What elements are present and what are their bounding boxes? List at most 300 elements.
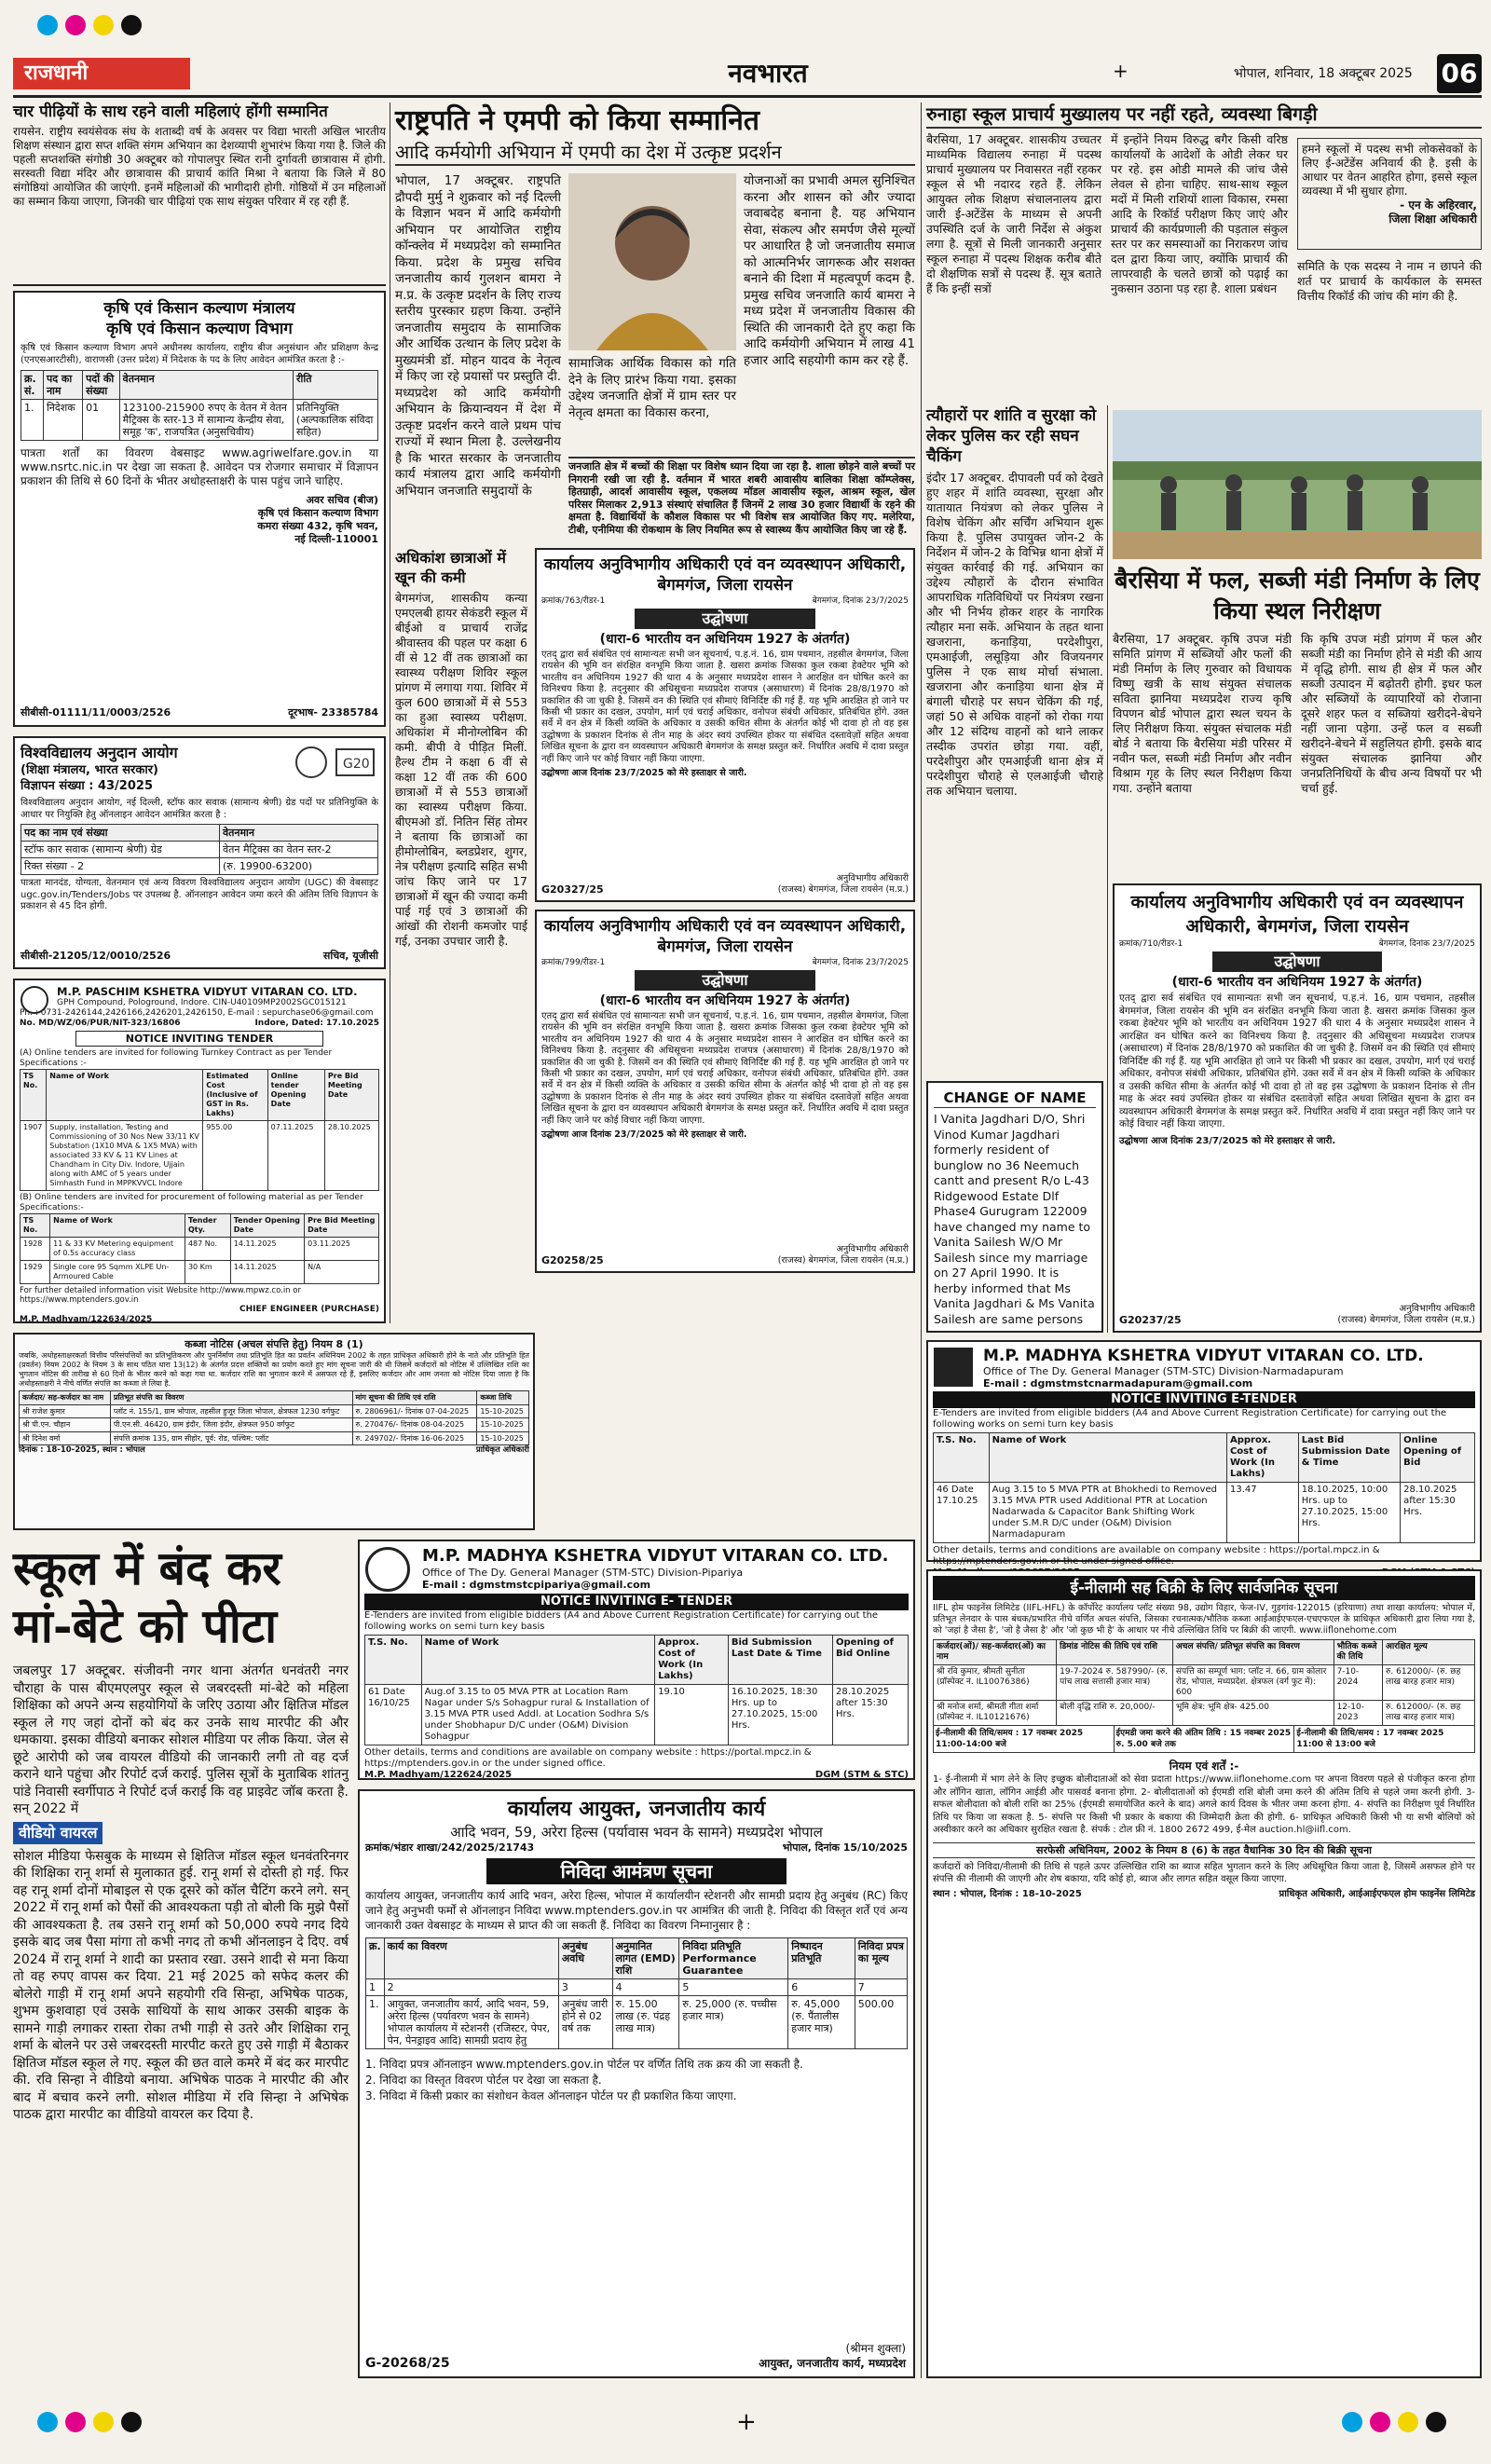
paschim-note-a: (A) Online tenders are invited for following Turnkey Contract as per Tender Specifications :- xyxy=(20,1048,333,1068)
sign xyxy=(778,1244,909,1266)
subhead: आदि कर्मयोगी अभियान में एमपी का देश में उत्कृष्ट प्रदर्शन xyxy=(395,140,915,166)
body: एतद् द्वारा सर्व संबंधित एवं सामान्यतः सभी जन सूचनार्थ, प.ह.नं. 16, ग्राम पचमान, तहसील बेगमगंज, जिला रायसेन की भूमि वन संरक्षित वनभूमि किया जाता है. खसरा क्रमांक जिसका कुल रकबा हेक्टेयर भूमि को भारतीय वन अधिनियम 1927 की धारा 4 के अनुसार मध्यप्रदेश शासन ने आरक्षित वन घोषित करने का विनिश्चय किया है. तद्नुसार की अधिसूचना मध्यप्रदेश राजपत्र (असाधारण) में दिनांक 28/8/1970 को प्रकाशित की जा चुकी है. जिसमें वन की स्थिति एवं सीमाएं विनिर्दिष्ट की गई हैं. यह भूमि आरक्षित हो जाने पर किसी भी प्रकार का दखल, उपयोग, मार्ग एवं चराई अधिकार, वनोपज संबंधी अधिकार, प्रतिबंधित होंगे. उक्त सर्वे में वन क्षेत्र में किसी व्यक्ति के अधिकार व उसकी कथित सीमा के अंतर्गत कोई भी दावा हो तो वह इस उद्घोषणा के प्रकाशन दिनांक से तीन माह के अंदर स्वयं उपस्थित होकर या संबंधित दस्तावेज़ों सहित अथवा लिखित सूचना के द्वारा वन व्यवस्थापन अधिकारी बेगमगंज के समक्ष प्रस्तुत करें. निर्धारित अवधि में दावा प्रस्तुत नहीं किए जाने पर कोई विचार नहीं किया जाएगा. xyxy=(1119,992,1475,1129)
td: 28.10.2025 after 15:30 Hrs. xyxy=(1401,1483,1475,1543)
td: श्री दिनेश वर्मा xyxy=(20,1431,111,1445)
paschim-madh: M.P. Madhyam/122634/2025 xyxy=(20,1315,153,1324)
health-story xyxy=(395,548,527,1331)
th: कर्जदार/ सह-कर्जदार का नाम xyxy=(20,1391,111,1405)
td: 28.10.2025 after 15:30 Hrs. xyxy=(833,1685,909,1745)
th: क्र. सं. xyxy=(21,371,44,400)
foot: कर्जदारों को निविदा/नीलामी की तिथि से पहले ऊपर उल्लिखित राशि का ब्याज सहित भुगतान करने के लिए अधिसूचित किया जाता है, जिसमें असफल होने पर संपत्ति की नीलामी की जाएगी और शेष बकाया, यदि कोई हो, ब्याज और लागत सहित वसूल किया जाएगा. xyxy=(933,1861,1475,1884)
headline-1: स्कूल में बंद कर xyxy=(13,1540,281,1595)
th: मांग सूचना की तिथि एवं राशि xyxy=(352,1391,477,1405)
ref-no: क्रमांक/710/रीडर-1 xyxy=(1119,939,1183,949)
reg-mark xyxy=(121,15,142,35)
ugc-ad xyxy=(13,736,386,969)
td: Single core 95 Sqmm XLPE Un-Armoured Cable xyxy=(50,1261,185,1284)
td: 28.10.2025 xyxy=(324,1121,378,1191)
body: बेगमगंज, शासकीय कन्या एमएलबी हायर सेकंडरी स्कूल में बीईओ व प्राचार्य राजेंद्र श्रीवास्तव की पहल पर कक्षा 6 वीं से 12 वीं तक छात्राओं का स्वास्थ्य परीक्षण शिविर स्कूल प्रांगण में लगाया गया. शिविर में कुल 600 छात्राओं में से 553 का हुआ स्वास्थ्य परीक्षण. अधिकांश में मीनोग्लोबिन की कमी. बीपी वे पीड़ित मिलीं. हैल्थ टीम ने कक्षा 6 वीं से कक्षा 12 वीं तक की 600 छात्राओं में से 553 छात्राओं का स्वास्थ्य परीक्षण किया. बीएमओ डॉ. नितिन सिंह तोमर ने बताया कि छात्राओं का हीमोग्लोबिन, ब्लडप्रेशर, शुगर, नेत्र परीक्षण इत्यादि सहित सभी जांच किए जाने पर 17 छात्राओं में खून की ज्यादा कमी पाई गई एवं 3 छात्राओं की आंखों की रोशनी कमजोर पाई गई, उनका उपचार जारी है. xyxy=(395,591,527,948)
paschim-table-a xyxy=(20,1069,379,1191)
email: E-mail : dgmstmstcnarmadapuram@gmail.com xyxy=(983,1377,1253,1389)
masthead-rule xyxy=(13,95,1482,98)
td: 12-10-2023 xyxy=(1334,1701,1382,1726)
ugc-logo xyxy=(294,744,378,781)
president-photo xyxy=(568,173,736,350)
office-1: कार्यालय आयुक्त, जनजातीय कार्य xyxy=(507,1798,766,1821)
paschim-ph: Ph. : 0731-2426144,2426166,2426201,2426150, E-mail : sepurchase06@gmail.com xyxy=(20,1008,374,1018)
td: रु. 45,000 (रु. पैंतालीस हजार मात्र) xyxy=(788,1996,855,2049)
td: 19-7-2024 रु. 587990/- (रु. पांच लाख सत्तासी हजार मात्र) xyxy=(1057,1665,1173,1701)
code: G20327/25 xyxy=(541,883,604,896)
ugc-title: विश्वविद्यालय अनुदान आयोग xyxy=(21,744,178,761)
bairasia-story xyxy=(1113,565,1482,877)
tender-table xyxy=(933,1432,1475,1543)
paschim-note-b: (B) Online tenders are invited for procurement of following material as per Tender Specifications:- xyxy=(20,1193,363,1212)
ugc-sign: सचिव, यूजीसी xyxy=(322,950,378,962)
td: 6 xyxy=(788,1979,855,1996)
td: 1. xyxy=(21,400,44,441)
sign-line: नई दिल्ली-110001 xyxy=(294,533,378,545)
td: निदेशक xyxy=(43,400,82,441)
th: Last Bid Submission Date & Time xyxy=(1298,1433,1400,1483)
ref xyxy=(1119,938,1475,950)
td: रु. 249702/- दिनांक 16-06-2025 xyxy=(352,1431,477,1445)
reg-mark xyxy=(65,2412,86,2432)
sign-line: कृषि एवं किसान कल्याण विभाग xyxy=(257,507,378,519)
ref xyxy=(541,595,909,607)
notes xyxy=(365,2057,908,2104)
note: 3. निविदा में किसी प्रकार का संशोधन केवल ऑनलाइन पोर्टल पर ही प्रकाशित किया जाएगा. xyxy=(365,2089,737,2102)
td: 1. xyxy=(366,1996,385,2049)
ugc-sub: (शिक्षा मंत्रालय, भारत सरकार) xyxy=(21,763,158,777)
paschim-table-b xyxy=(20,1213,379,1284)
quote-box xyxy=(568,457,915,541)
ref xyxy=(365,1841,908,1855)
note: 1. निविदा प्रपत्र ऑनलाइन www.mptenders.gov.in पोर्टल पर वर्णित तिथि तक क्रय की जा सकती है. xyxy=(365,2058,803,2071)
td: 3 xyxy=(558,1979,612,1996)
paper-title: नवभारत xyxy=(728,58,808,89)
th: प्रतिभूत संपत्ति का विवरण xyxy=(110,1391,352,1405)
td: 955.00 xyxy=(203,1121,267,1191)
page-number: 06 xyxy=(1437,54,1482,93)
body: जबकि, अधोहस्ताक्षरकर्ता वित्तीय परिसंपत्तियों का प्रतिभूतिकरण और पुनर्निर्माण तथा प्रतिभूति हित का प्रवर्तन अधिनियम 2002 के तहत प्राधिकृत अधिकारी होने के नाते और प्रतिभूति हित (प्रवर्तन) नियम 2002 के नियम 3 के साथ पठित धारा 13(12) के अंतर्गत प्रदत्त शक्तियों का प्रयोग करते हुए मांग सूचना जारी की थी जिसमें कर्जदारों को नोटिस में उल्लिखित राशि का भुगतान नोटिस की तारीख से 60 दिनों के भीतर करने को कहा गया था. कर्जदार राशि का भुगतान करने में असफल रहे हैं, इसलिए कर्जदार और आम जनता को नोटिस दिया जाता है कि अधोहस्ताक्षरी ने नीचे वर्णित संपत्ति का कब्जा ले लिया है. xyxy=(19,1351,529,1388)
reg-mark xyxy=(37,15,58,35)
td: 46 Date 17.10.25 xyxy=(934,1483,990,1543)
title: उद्घोषणा xyxy=(1212,951,1382,972)
body: जबलपुर 17 अक्टूबर. संजीवनी नगर थाना अंतर्गत धनवंतरी नगर चौराहा के पास बीएमएलपुर स्कूल से जबरदस्ती मां-बेटे को महिला शिक्षिका को अपने अन्य सहयोगियों के जरिए उठाया और क्षितिज मॉडल स्कूल ले गए जहां दोनों को बंद कर उनके साथ मारपीट की और धमकाया. इसका वीडियो बनाकर सोशल मीडिया पर लीक किया. जेल से छूटे आरोपी को जब वायरल वीडियो की जानकारी लगी तो वह दर्ज कराने थाने पहुंचा और रिपोर्ट दर्ज कराई. पुलिस सूत्रों के मुताबिक शांतनु पांडे निवासी स्वर्गीपाठ ने रिपोर्ट दर्ज कराई कि वह प्राइवेट जॉब करता है. सन् 2022 में xyxy=(13,1663,349,1816)
th: T.S. No. xyxy=(934,1433,990,1483)
office: Office of The Dy. General Manager (STM-STC) Division-Narmadapuram xyxy=(983,1365,1344,1377)
quote-box xyxy=(1297,138,1482,250)
th: रीति xyxy=(294,371,378,400)
td: रु. 15.00 लाख (रु. पंद्रह लाख मात्र) xyxy=(612,1996,679,2049)
title: उद्घोषणा xyxy=(635,609,815,629)
title: NOTICE INVITING E- TENDER xyxy=(364,1594,909,1610)
tribal-tender-ad xyxy=(358,1789,915,2378)
auction-date: ई-नीलामी की तिथि/समय : 17 नवम्बर 2025 11:00-14:00 बजे xyxy=(934,1726,1115,1752)
th: TS No. xyxy=(21,1070,47,1121)
paschim-addr: GPH Compound, Pologround, Indore. CIN-U40109MP2002SGC015121 xyxy=(57,998,347,1007)
sign: DGM (STM & STC) xyxy=(814,1770,909,1780)
body: IIFL होम फाइनेंस लिमिटेड (IIFL-HFL) के कॉर्पोरेट कार्यालय प्लॉट संख्या 98, उद्योग विहार, फेज-IV, गुड़गांव-122015 (हरियाणा) तथा शाखा कार्यालय: भोपाल में, प्रतिभूत लेनदार के पास बंधक/प्रभारित नीचे वर्णित अचल संपत्ति, जिसका रचनात्मक/भौतिक कब्जा आईआईएफएल-एचएफएल के प्राधिकृत अधिकारी द्वारा लिया गया है, को 'जहां है जैसा है', 'जो है जैसा है' और 'जो कुछ भी है' के आधार पर नीचे उल्लिखित तिथि पर बिक्री की जाएगी. www.iiflonehome.com xyxy=(933,1603,1475,1636)
column-rule xyxy=(1107,405,1108,1333)
auction-dates xyxy=(933,1726,1475,1753)
mpm-pipariya-ad xyxy=(358,1540,915,1780)
th: Pre Bid Meeting Date xyxy=(324,1070,378,1121)
code: G20258/25 xyxy=(541,1254,604,1266)
td: 18.10.2025, 10:00 Hrs. up to 27.10.2025, 15:00 Hrs. xyxy=(1298,1483,1400,1543)
emblem-icon xyxy=(294,744,378,781)
name: M.P. MADHYA KSHETRA VIDYUT VITARAN CO. LTD. xyxy=(983,1347,1424,1365)
sign-line: आयुक्त, जनजातीय कार्य, मध्यप्रदेश xyxy=(759,2357,906,2370)
td: 1929 xyxy=(21,1261,50,1284)
reg-mark xyxy=(1370,2412,1390,2432)
school-story xyxy=(13,1540,349,2378)
td: रु. 612000/- (रु. छह लाख बारह हजार मात्र) xyxy=(1383,1665,1475,1701)
th: Name of Work xyxy=(421,1636,655,1685)
td: 500.00 xyxy=(855,1996,907,2049)
footer: उद्घोषणा आज दिनांक 23/7/2025 को मेरे हस्ताक्षर से जारी. xyxy=(541,768,747,779)
president-story xyxy=(395,103,915,541)
th: Name of Work xyxy=(989,1433,1226,1483)
th: अचल संपत्ति/ प्रतिभूत संपत्ति का विवरण xyxy=(1172,1640,1334,1665)
body: रायसेन. राष्ट्रीय स्वयंसेवक संघ के शताब्दी वर्ष के अवसर पर विद्या भारती अखिल भारतीय शिक्षण संस्थान द्वारा सप्त शक्ति संगम अभियान का देशव्यापी शुभारंभ किया गया है. जिले की पहली सप्तशक्ति संगोष्ठी 30 अक्टूबर को गोपालपुर स्थित रानी दुर्गावती छात्रावास में होगी. सरस्वती विद्या मंदिर और छात्रावास की प्राचार्य कांति मिश्रा ने बताया कि जिले में 80 संगोष्ठियां आयोजित की जाएंगी. इनमें महिलाओं की भागीदारी होगी. गोष्ठियों में उन महिलाओं का सम्मान किया जाएगा, जिनकी चार पीढ़ियां एक साथ संयुक्त परिवार में रह रही हैं. xyxy=(13,125,386,208)
td: 16.10.2025, 18:30 Hrs. up to 27.10.2025, 15:00 Hrs. xyxy=(728,1685,832,1745)
td: 61 Date 16/10/25 xyxy=(365,1685,422,1745)
office: कार्यालय अनुविभागीय अधिकारी एवं वन व्यवस्थापन अधिकारी, बेगमगंज, जिला रायसेन xyxy=(543,917,907,956)
officer-quote: हमने स्कूलों में पदस्थ सभी लोकसेवकों के लिए ई-अटेंडेंस अनिवार्य की है. इसी के आधार पर वेतन आहरित होगा, इससे स्कूल व्यवस्था में भी सुधार होगा. xyxy=(1302,143,1477,198)
dateline: भोपाल, शनिवार, 18 अक्टूबर 2025 xyxy=(1234,66,1413,81)
th: पद का नाम xyxy=(43,371,82,400)
title: निविदा आमंत्रण सूचना xyxy=(486,1858,787,1884)
mpm-narmadapuram-ad xyxy=(926,1340,1482,1567)
ref-no: क्रमांक/763/रीडर-1 xyxy=(541,596,606,606)
subtitle: (धारा-6 भारतीय वन अधिनियम 1927 के अंतर्गत) xyxy=(599,993,851,1008)
place: स्थान : भोपाल, दिनांक : 18-10-2025 xyxy=(933,1888,1082,1899)
sign-line: (राजस्व) बेगमगंज, जिला रायसेन (म.प्र.) xyxy=(1337,1315,1475,1325)
sign-line: अवर सचिव (बीज) xyxy=(306,494,378,506)
sign-line: (श्रीमन शुक्ला) xyxy=(845,2342,906,2355)
footer: उद्घोषणा आज दिनांक 23/7/2025 को मेरे हस्ताक्षर से जारी. xyxy=(1119,1135,1336,1146)
th: Estimated Cost (Inclusive of GST in Rs. Lakhs) xyxy=(203,1070,267,1121)
td: प्रतिनियुक्ति (अल्पकालिक संविदा सहित) xyxy=(294,400,378,441)
office: कार्यालय अनुविभागीय अधिकारी एवं वन व्यवस्थापन अधिकारी, बेगमगंज, जिला रायसेन xyxy=(1130,892,1464,937)
agri-sign xyxy=(21,494,378,546)
viral-label: वीडियो वायरल xyxy=(13,1822,103,1844)
paschim-web: For further detailed information visit Website http://www.mpwz.co.in or https://www.mptenders.gov.in xyxy=(20,1286,301,1305)
ruhaha-col2: में इन्होंने नियम विरुद्ध बगैर किसी वरिष्ठ कार्यालयों के आदेशों के ओडी लेकर घर पर रहे. इस ओडी मामले की जांच जैसे लेवल से होना चाहिए. साथ-साथ स्कूल मदों में मिली राशियों शाला विकास, रमसा आदि के रिकॉर्ड परीक्षण किए जाएं और प्राचार्य की कार्यप्रणाली की पड़ताल संकुल स्तर पर कर समस्याओं का निराकरण जांच दल द्वारा किया जाए, क्योंकि प्राचार्य की लापरवाही के चलते छात्रों को पढ़ाई का नुकसान उठाना पड़ रहा है. शाला प्रबंधन xyxy=(1111,132,1288,295)
svg-text:G20: G20 xyxy=(343,757,370,772)
bairasia-photo xyxy=(1113,410,1482,559)
td: 7 xyxy=(855,1979,907,1996)
name-change-ad xyxy=(926,1081,1103,1333)
ugc-body: विश्वविद्यालय अनुदान आयोग, नई दिल्ली, स्टॉफ कार सवाक (सामान्य श्रेणी) ग्रेड पदों पर प्रतिनियुक्ति के आधार पर नियुक्ति हेतु ऑनलाइन आवेदन आमंत्रित करता है : xyxy=(21,798,378,820)
ruhaha-col3-more: समिति के एक सदस्य ने नाम न छापने की शर्त पर प्राचार्य के कार्यकाल के समस्त वित्तीय रिकॉर्ड की जांच की मांग की है. xyxy=(1297,259,1482,303)
note: 2. निविदा का विस्तृत विवरण पोर्टल पर देखा जा सकता है. xyxy=(365,2074,602,2087)
th: पदों की संख्या xyxy=(83,371,120,400)
ruhaha-story xyxy=(926,103,1482,401)
sign-line: कमरा संख्या 432, कृषि भवन, xyxy=(257,520,378,532)
agri-code: सीबीसी-01111/11/0003/2526 xyxy=(21,706,171,719)
emd-date: ईएमडी जमा करने की अंतिम तिथि : 15 नवम्बर 2025 रु. 5.00 बजे तक xyxy=(1115,1726,1295,1752)
ugc-code: सीबीसी-21205/12/0010/2526 xyxy=(21,950,171,962)
td: Aug.of 3.15 to 05 MVA PTR at Location Ram Nagar under S/s Sohagpur rural & Installation of 3.15 MVA PTR used Addl. at Location Sodhra S/s under Shobhapur D/C under (O&M) Division Sohagpur xyxy=(421,1685,655,1745)
ref-date: भोपाल, दिनांक 15/10/2025 xyxy=(782,1841,908,1854)
agri-title-1: कृषि एवं किसान कल्याण मंत्रालय xyxy=(103,299,295,318)
name: M.P. MADHYA KSHETRA VIDYUT VITARAN CO. LTD. xyxy=(422,1546,889,1566)
td: प्लॉट नं. 155/1, ग्राम भोपाल, तहसील हुजूर जिला भोपाल, क्षेत्रफल 1230 वर्गफुट xyxy=(110,1404,352,1418)
footer: Other details, terms and conditions are available on company website : https://portal.mpcz.in & https://mptenders.gov.in or the under signed office. xyxy=(933,1545,1380,1567)
agri-table xyxy=(21,370,378,441)
company-logo xyxy=(934,1348,973,1387)
agri-phone: दूरभाष- 23385784 xyxy=(288,706,378,719)
ref xyxy=(541,957,909,968)
sign: प्राधिकृत अधिकारी xyxy=(475,1445,529,1455)
president-col2: सामाजिक आर्थिक विकास को गति देने के लिए प्रारंभ किया गया. इसका उद्देश्य जनजाति क्षेत्रों में ग्राम स्तर पर नेतृत्व क्षमता का विकास करना, xyxy=(568,356,736,420)
sign-line: अनुविभागीय अधिकारी xyxy=(1399,1304,1475,1314)
td: पी.एन.सी. 46420, ग्राम इंदौर, जिला इंदौर, क्षेत्रफल 950 वर्गफुट xyxy=(110,1418,352,1432)
th: Online tender Opening Date xyxy=(267,1070,324,1121)
sign: प्राधिकृत अधिकारी, आईआईएफएल होम फाइनेंस लिमिटेड xyxy=(1279,1888,1475,1899)
title: NOTICE INVITING E-TENDER xyxy=(933,1391,1475,1408)
td: 4 xyxy=(612,1979,679,1996)
paschim-ref xyxy=(20,1019,379,1029)
ref-no: No. MD/WZ/06/PUR/NIT-323/16806 xyxy=(20,1019,181,1028)
td: 1 xyxy=(366,1979,385,1996)
company-logo xyxy=(21,986,48,1014)
td: (रु. 19900-63200) xyxy=(219,858,377,875)
intro: E-Tenders are invited from eligible bidders (A4 and Above Current Registration Certificate) for carrying out the following works on semi turn key basis xyxy=(364,1610,879,1632)
foot-title: सरफेसी अधिनियम, 2002 के नियम 8 (6) के तहत वैधानिक 30 दिन की बिक्री सूचना xyxy=(933,1842,1475,1858)
td: N/A xyxy=(305,1261,379,1284)
bairasia-col2: कि कृषि उपज मंडी प्रांगण में फल और सब्जी मंडी का निर्माण होने से मंडी की आय में वृद्धि होगी. साथ ही क्षेत्र में फल और सब्जी उत्पादन में बढ़ोतरी होगी. इधर फल और सब्जियों के व्यापारियों को रोजाना दूसरे शहर फल व सब्जियां खरीदने-बेचने नहीं जाना पड़ेगा. उन्हें फल व सब्जी खरीदने-बेचने में सहुलियत होगी. इसके बाद संयुक्त संचालक झानिया और जनप्रतिनिधियों के बीच अन्य विषयों पर भी चर्चा हुई. xyxy=(1301,632,1482,795)
th: अनुबंध अवधि xyxy=(558,1938,612,1979)
place-date: दिनांक : 18-10-2025, स्थान : भोपाल xyxy=(19,1445,145,1455)
crosshair: + xyxy=(1113,60,1129,82)
sign-row xyxy=(933,1888,1475,1900)
forest-notice-1 xyxy=(535,548,915,902)
td: Aug 3.15 to 5 MVA PTR at Bhokhedi to Removed 3.15 MVA PTR used Additional PTR at Location Nadarwada & Capacitor Bank Shifting Work under S.M.R D/C under (O&M) Division Narmadapuram xyxy=(989,1483,1226,1543)
td: रु. 25,000 (रु. पच्चीस हजार मात्र) xyxy=(679,1996,788,2049)
td: रिक्त संख्या - 2 xyxy=(21,858,220,875)
quote-sign2: जिला शिक्षा अधिकारी xyxy=(1388,212,1477,226)
th: Name of Work xyxy=(47,1070,203,1121)
th: वेतनमान xyxy=(219,825,377,842)
registration-strip xyxy=(0,2386,1491,2464)
th: पद का नाम एवं संख्या xyxy=(21,825,220,842)
rule xyxy=(13,284,386,286)
headline: त्यौहारों पर शांति व सुरक्षा को लेकर पुलिस कर रही सघन चैकिंग xyxy=(926,406,1097,466)
th: निष्पादन प्रतिभूति xyxy=(788,1938,855,1979)
ref-date: बेगमगंज, दिनांक 23/7/2025 xyxy=(812,596,909,606)
th: Approx. Cost of Work (In Lakhs) xyxy=(655,1636,729,1685)
td: संपत्ति क्रमांक 135, ग्राम सीहोर, पूर्व: रोड, पश्चिम: प्लॉट xyxy=(110,1431,352,1445)
th: भौतिक कब्जे की तिथि xyxy=(1334,1640,1382,1665)
forest-notice-3 xyxy=(1113,883,1482,1333)
crosshair: + xyxy=(736,2408,757,2436)
viral-block xyxy=(13,1822,349,1844)
td: Supply, installation, Testing and Commissioning of 30 Nos New 33/11 KV Substation (1X10 MVA & 1X5 MVA) with associated 33 KV & 11 KV Lines at Chandham in City Div. Indore, Ujjain along with AMC of 5 years under Simhasth Fund in MPPKVVCL Indore xyxy=(47,1121,203,1191)
title: कब्जा नोटिस (अचल संपत्ति हेतु) नियम 8 (1) xyxy=(185,1338,363,1350)
reg-mark xyxy=(121,2412,142,2432)
auction-date-2: ई-नीलामी की तिथि/समय : 17 नवम्बर 2025 11:00 से 13:00 बजे xyxy=(1296,1729,1444,1749)
festival-story xyxy=(926,405,1103,1076)
headline: राष्ट्रपति ने एमपी को किया सम्मानित xyxy=(395,104,759,137)
company-logo xyxy=(365,1547,410,1592)
tribal-table xyxy=(365,1937,908,2049)
headline-2: मां-बेटे को पीटा xyxy=(13,1598,278,1653)
top-registration xyxy=(0,0,1491,48)
body: I Vanita Jagdhari D/O, Shri Vinod Kumar Jagdhari formerly resident of bunglow no 36 Neemuch cantt and present R/o L-43 Ridgewood Estate Dlf Phase4 Gurugram 122009 have changed my name to Vanita Sailesh W/O Mr Sailesh since my marriage on 27 April 1990. It is herby informed that Ms Vanita Jagdhari & Ms Vanita Sailesh are same persons xyxy=(934,1112,1095,1326)
td: वेतन मैट्रिक्स का वेतन स्तर-2 xyxy=(219,842,377,858)
possession-table xyxy=(19,1390,529,1445)
td: 11 & 33 KV Metering equipment of 0.5s accuracy class xyxy=(50,1238,185,1261)
td: 2 xyxy=(384,1979,558,1996)
sign-line: अनुविभागीय अधिकारी xyxy=(836,873,909,883)
agri-footer: पात्रता शर्तों का विवरण वेबसाइट www.agriwelfare.gov.in या www.nsrtc.nic.in पर देखा जा सकता है. आवेदन पत्र रोजगार समाचार में विज्ञापन प्रकाशन की तिथि से 60 दिनों के भीतर अधोहस्ताक्षरी के पास पहुंच जाने चाहिए. xyxy=(21,446,378,487)
headline: चार पीढ़ियों के साथ रहने वाली महिलाएं होंगी सम्मानित xyxy=(13,103,328,121)
sign-line: अनुविभागीय अधिकारी xyxy=(836,1244,909,1254)
td: श्री रवि कुमार, श्रीमती सुनीता (प्रॉस्पेक्ट नं. IL10076386) xyxy=(934,1665,1057,1701)
footer: उद्घोषणा आज दिनांक 23/7/2025 को मेरे हस्ताक्षर से जारी. xyxy=(541,1129,747,1141)
td: आयुक्त, जनजातीय कार्य, आदि भवन, 59, अरेरा हिल्स (पर्यावरण भवन के सामने) भोपाल कार्यालय में स्टेशनरी (रजिस्टर, पेपर, पेन, पेनड्राइव आदि) सामग्री प्रदाय हेतु xyxy=(384,1996,558,2049)
ruhaha-col1: बैरसिया, 17 अक्टूबर. शासकीय उच्चतर माध्यमिक विद्यालय रुनाहा में पदस्थ प्राचार्य मुख्यालय पर निवासरत नहीं रहकर स्कूल से भी नदारद रहते हैं. लेकिन आयुक्त लोक शिक्षण संचालनालय द्वारा जारी ई-अटेंडेंस के माध्यम से अपनी उपस्थिति दर्ज के जारी निर्देश से अंकुश लगा है. सूत्रों से मिली जानकारी अनुसार स्कूल रुनाहा में पदस्थ शिक्षक करीब बीते दो शैक्षणिक सत्रों से पदस्थ हैं. सूत्र बताते हैं कि इन्हीं सत्रों xyxy=(926,132,1101,295)
td: श्री पी.एन. चौहान xyxy=(20,1418,111,1432)
td: 123100-215900 रुपए के वेतन में वेतन मैट्रिक्स के स्तर-13 में सामान्य केन्द्रीय सेवा, समूह 'क', राजपत्रित (अनुसचिवीय) xyxy=(119,400,293,441)
headline: अधिकांश छात्राओं में खून की कमी xyxy=(395,549,506,586)
th: T.S. No. xyxy=(365,1636,422,1685)
code: G20237/25 xyxy=(1119,1314,1182,1326)
td: 487 No. xyxy=(185,1238,230,1261)
president-col1: भोपाल, 17 अक्टूबर. राष्ट्रपति द्रौपदी मुर्मु ने शुक्रवार को नई दिल्ली के विज्ञान भवन में आदि कर्मयोगी अभियान पर आयोजित राष्ट्रीय कॉन्क्लेव में मध्यप्रदेश को सम्मानित किया. प्रदेश के प्रमुख सचिव जनजातीय कार्य गुलशन बामरा ने म.प्र. के उत्कृष्ट प्रदर्शन के लिए राज्य स्तरीय पुरस्कार ग्रहण किया. उन्होंने जनजातीय समुदाय के सामाजिक और आर्थिक उत्थान के लिए प्रदेश के मुख्यमंत्री डॉ. मोहन यादव के नेतृत्व में किए जा रहे प्रयासों पर प्रस्तुति दी. मध्यप्रदेश को आदि कर्मयोगी अभियान के क्रियान्वयन में देश में उत्कृष्ट प्रदर्शन करने वाले प्रथम पांच राज्यों में स्थान मिला है. उल्लेखनीय है कि भारत सरकार के जनजातीय कार्य मंत्रालय द्वारा आदि कर्मयोगी अभियान जनजाति समुदायों के xyxy=(395,173,561,499)
th: कर्जदार(ओं)/ सह-कर्जदार(ओं) का नाम xyxy=(934,1640,1057,1665)
th: Name of Work xyxy=(50,1214,185,1238)
sign xyxy=(778,873,909,896)
title: ई-नीलामी सह बिक्री के लिए सार्वजनिक सूचना xyxy=(933,1576,1475,1600)
possession-notice xyxy=(13,1333,535,1530)
ref-no: क्रमांक/भंडार शाखा/242/2025/21743 xyxy=(365,1841,535,1854)
body: इंदौर 17 अक्टूबर. दीपावली पर्व को देखते हुए शहर में शांति व्यवस्था, सुरक्षा और यातायात नियंत्रण को लेकर पुलिस ने विशेष चेकिंग और सर्चिंग अभियान शुरू किया है. पुलिस उपायुक्त जोन-2 के निर्देशन में जोन-2 के विभिन्न थाना क्षेत्रों में संयुक्त कार्रवाई की गई. अभियान का उद्देश्य त्यौहारों के दौरान संभावित आपराधिक गतिविधियों पर नियंत्रण रखना और भी निर्भय होकर शहर के नागरिक त्यौहार मना सकें. अभियान के तहत थाना खजराना, कनाड़िया, परदेशीपुरा, एमआईजी, लसूड़िया और विजयनगर पुलिस ने एक साथ मोर्चा संभाला. खजराना और कनाड़िया थाना क्षेत्र में बंगाली चौराहे पर सघन चेकिंग की गई, जहां 50 से अधिक वाहनों को रोका गया और 12 संदिग्ध वाहनों को थाने लाकर तस्दीक उपरांत छोड़ा गया. वहीं, परदेशीपुरा और एमआईजी थाना क्षेत्र में परदेशीपुरा चौराहे से एलआईजी चौराहे तक अभियान चलाया. xyxy=(926,471,1103,798)
title: उद्घोषणा xyxy=(635,970,815,991)
td: 13.47 xyxy=(1226,1483,1298,1543)
sign-row xyxy=(364,1770,909,1781)
th: निविदा प्रपत्र का मूल्य xyxy=(855,1938,907,1979)
td: 14.11.2025 xyxy=(230,1261,304,1284)
td: 01 xyxy=(83,400,120,441)
td: अनुबंध जारी होने से 02 वर्ष तक xyxy=(558,1996,612,2049)
th: Opening of Bid Online xyxy=(833,1636,909,1685)
body: एतद् द्वारा सर्व संबंधित एवं सामान्यतः सभी जन सूचनार्थ, प.ह.नं. 16, ग्राम पचमान, तहसील बेगमगंज, जिला रायसेन की भूमि वन संरक्षित वनभूमि किया जाता है. खसरा क्रमांक जिसका कुल रकबा हेक्टेयर भूमि को भारतीय वन अधिनियम 1927 की धारा 4 के अनुसार मध्यप्रदेश शासन ने आरक्षित वन घोषित करने का विनिश्चय किया है. तद्नुसार की अधिसूचना मध्यप्रदेश राजपत्र (असाधारण) में दिनांक 28/8/1970 को प्रकाशित की जा चुकी है. जिसमें वन की स्थिति एवं सीमाएं विनिर्दिष्ट की गई हैं. यह भूमि आरक्षित हो जाने पर किसी भी प्रकार का दखल, उपयोग, मार्ग एवं चराई अधिकार, वनोपज संबंधी अधिकार, प्रतिबंधित होंगे. उक्त सर्वे में वन क्षेत्र में किसी व्यक्ति के अधिकार व उसकी कथित सीमा के अंतर्गत कोई भी दावा हो तो वह इस उद्घोषणा के प्रकाशन दिनांक से तीन माह के अंदर स्वयं उपस्थित होकर या संबंधित दस्तावेज़ों सहित अथवा लिखित सूचना के द्वारा वन व्यवस्थापन अधिकारी बेगमगंज के समक्ष प्रस्तुत करें. निर्धारित अवधि में दावा प्रस्तुत नहीं किए जाने पर कोई विचार नहीं किया जाएगा. xyxy=(541,1011,909,1126)
th: Approx. Cost of Work (In Lakhs) xyxy=(1226,1433,1298,1483)
bairasia-col1: बैरसिया, 17 अक्टूबर. कृषि उपज मंडी समिति प्रांगण में सब्जियों और फलों की मंडी निर्माण के लिए गुरुवार को विधायक विष्णु खत्री के साथ संयुक्त संचालक सविता झानिया मध्यप्रदेश राज्य कृषि विपणन बोर्ड भोपाल द्वारा स्थल चयन के लिए निरीक्षण किया. संयुक्त संचालक मंडी बोर्ड ने बताया कि बैरसिया मंडी परिसर में नवीन फल, सब्जी मंडी निर्माण और नवीन विश्राम गृह के लिए स्थल निरीक्षण किया गया. उन्होंने बताया xyxy=(1113,632,1292,795)
agri-intro: कृषि एवं किसान कल्याण विभाग अपने अधीनस्थ कार्यालय, राष्ट्रीय बीज अनुसंधान और प्रशिक्षण केन्द्र (एनएसआरटीसी), वाराणसी (उत्तर प्रदेश) में निदेशक के पद के लिए आवेदन आमंत्रित करता है :- xyxy=(21,343,378,365)
reg-mark xyxy=(1398,2412,1418,2432)
th: क्र. xyxy=(366,1938,385,1979)
agri-title-2: कृषि एवं किसान कल्याण विभाग xyxy=(106,320,293,338)
reg-mark xyxy=(1342,2412,1362,2432)
code: G-20268/25 xyxy=(365,2356,450,2371)
agri-ad xyxy=(13,291,386,727)
td: 14.11.2025 xyxy=(230,1238,304,1261)
intro: कार्यालय आयुक्त, जनजातीय कार्य आदि भवन, अरेरा हिल्स, भोपाल में कार्यालयीन स्टेशनरी और सामग्री प्रदाय हेतु अनुबंध (RC) किए जाने हेतु अनुभवी फर्मों से ऑनलाइन निविदा www.mptenders.gov.in पर आमंत्रित की जाती है. निविदा की विस्तृत शर्तें एवं अन्य जानकारी उक्त वेबसाइट के माध्यम से प्राप्त की जा सकती हैं. निविदा का विवरण निम्नानुसार है : xyxy=(365,1889,908,1932)
td: 5 xyxy=(679,1979,788,1996)
section-label: राजधानी xyxy=(13,58,190,89)
th: डिमांड नोटिस की तिथि एवं राशि xyxy=(1057,1640,1173,1665)
office: Office of The Dy. General Manager (STM-STC) Division-Pipariya xyxy=(422,1567,744,1579)
subtitle: (धारा-6 भारतीय वन अधिनियम 1927 के अंतर्गत) xyxy=(599,632,851,647)
forest-notice-2 xyxy=(535,910,915,1273)
th: वेतनमान xyxy=(119,371,293,400)
td: बोली वृद्धि राशि रु. 20,000/- xyxy=(1057,1701,1173,1726)
column-rule xyxy=(921,103,922,2378)
ugc-footer: पात्रता मानदंड, योग्यता, वेतनमान एवं अन्य विवरण विश्वविद्यालय अनुदान आयोग (UGC) की वेबसाइट ugc.gov.in/Tenders/Jobs पर उपलब्ध है. ऑनलाइन आवेदन जमा करने की अंतिम तिथि विज्ञापन के प्रकाशन से 45 दिन होगी. xyxy=(21,878,378,911)
td: संपत्ति का सम्पूर्ण भाग: प्लॉट नं. 66, ग्राम कोलार रोड, भोपाल, मध्यप्रदेश. क्षेत्रफल (वर्ग फुट में): 600 xyxy=(1172,1665,1334,1701)
td: 7-10-2024 xyxy=(1334,1665,1382,1701)
th: Bid Submission Last Date & Time xyxy=(728,1636,832,1685)
td: रु. 2806961/- दिनांक 07-04-2025 xyxy=(352,1404,477,1418)
ref-date: Indore, Dated: 17.10.2025 xyxy=(254,1019,379,1028)
th: Online Opening of Bid xyxy=(1401,1433,1475,1483)
email: E-mail : dgmstmstcpipariya@gmail.com xyxy=(422,1579,651,1591)
th: Tender Opening Date xyxy=(230,1214,304,1238)
office-2: आदि भवन, 59, अरेरा हिल्स (पर्यावास भवन के सामने) मध्यप्रदेश भोपाल xyxy=(450,1824,823,1841)
td: स्टॉफ कार सवाक (सामान्य श्रेणी) ग्रेड xyxy=(21,842,220,858)
sign-line: (राजस्व) बेगमगंज, जिला रायसेन (म.प्र.) xyxy=(777,884,909,895)
terms-title: नियम एवं शर्तें :- xyxy=(1169,1759,1239,1773)
foot xyxy=(19,1445,529,1456)
td: भूमि क्षेत्र: भूमि क्षेत्र- 425.00 xyxy=(1172,1701,1334,1726)
th: Pre Bid Meeting Date xyxy=(305,1214,379,1238)
ugc-adv: विज्ञापन संख्या : 43/2025 xyxy=(21,779,153,793)
terms: 1- ई-नीलामी में भाग लेने के लिए इच्छुक बोलीदाताओं को सेवा प्रदाता https://www.iiflonehome.com पर अपना विवरण पहले से पंजीकृत करना होगा और लॉगिन खाता, लॉगिन आईडी और पासवर्ड बनाना होगा. 2- बोलीदाताओं को ईएमडी राशि बोली जमा करने की अंतिम तिथि से पहले जमा करनी होगी. 3- सफल बोलीदाता को बोली राशि का 25% (ईएमडी समायोजित करने के बाद) अगले कार्य दिवस के भीतर जमा करना होगा. 4- संपत्ति का निरीक्षण पूर्व निर्धारित तिथि पर किया जा सकता है. 5- संपत्ति पर किसी भी प्रकार के बकाया की जिम्मेदारी क्रेता की होगी. 6- प्राधिकृत अधिकारी किसी भी या सभी बोलियों को अस्वीकार करने का अधिकार सुरक्षित रखता है. संपर्क : टोल फ्री नं. 1800 2672 499, ई-मेल auction.hl@iifl.com. xyxy=(933,1774,1475,1835)
title: CHANGE OF NAME xyxy=(934,1088,1096,1108)
td: 03.11.2025 xyxy=(305,1238,379,1261)
office: कार्यालय अनुविभागीय अधिकारी एवं वन व्यवस्थापन अधिकारी, बेगमगंज, जिला रायसेन xyxy=(543,555,907,595)
td: 30 Km xyxy=(185,1261,230,1284)
sign xyxy=(1337,1304,1475,1326)
td: श्री मनोज शर्मा, श्रीमती गीता शर्मा (प्रॉस्पेक्ट नं. IL10121676) xyxy=(934,1701,1057,1726)
ref-date: बेगमगंज, दिनांक 23/7/2025 xyxy=(812,958,909,967)
td: 15-10-2025 xyxy=(477,1404,529,1418)
body-2: सोशल मीडिया फेसबुक के माध्यम से क्षितिज मॉडल स्कूल धनवंतरिनगर की शिक्षिका रानू शर्मा से मुलाकात हुई. रानू शर्मा से दोस्ती हो गई. फिर वह रानू शर्मा दोनों मोबाइल से एक दूसरे को कॉल चैटिंग करने लगे. सन् 2022 में रानू शर्मा को पैसों की आवश्यकता पड़ी तो बोली कि मुझे पैसों की आवश्यकता है. तब उसने रानू शर्मा को 50,000 रुपये नगद दिये इसके बाद जब पैसा मांगा तो कभी नगद तो कभी ऑनलाइन दे दिए. वर्ष 2024 में रानू शर्मा ने शादी का प्रस्ताव रखा. उसने शादी से मना किया तो वह रुपए वापस कर दिया. 21 मई 2025 को सफेद कलर की बोलेरो गाड़ी में रानू शर्मा अपने सहयोगी रवि सिन्हा, अभिषेक पाठक, शुभम कुशवाहा एवं उसके साथियों के साथ आकर उसकी बाइक के सामने गाड़ी लगाकर रास्ता रोका तभी गाड़ी से उतरे और शिक्षिका रानू शर्मा के बोलने पर उसे जबरदस्ती मारपीट करते हुए उसे गाड़ी में बैठाकर क्षितिज मॉडल स्कूल ले गए. स्कूल की छत वाले कमरे में बंद कर मारपीट की. रवि सिन्हा ने वीडियो बनाया. अभिषेक पाठक ने मारपीट की और बाद में बचाव करने लगी. सोशल मीडिया में रवि सिन्हा ने अभिषेक पाठक द्वारा मारपीट का वीडियो वायरल कर दिया है. xyxy=(13,1848,349,2122)
td: 07.11.2025 xyxy=(267,1121,324,1191)
subtitle: (धारा-6 भारतीय वन अधिनियम 1927 के अंतर्गत) xyxy=(1171,975,1423,990)
president-col3: योजनाओं का प्रभावी अमल सुनिश्चित करना और शासन को और ज्यादा जवाबदेह बनाना है. यह अभियान सेवा, संकल्प और समर्पण जैसे मूल्यों पर आधारित है जो जनजातीय समाज को आत्मनिर्भर जागरूक और सशक्त बनाने की दिशा में महत्वपूर्ण कदम है. प्रमुख सचिव जनजाति कार्य बामरा ने मध्य प्रदेश में जनजातीय विकास की स्थिति की जानकारी देते हुए कहा कि आदि कर्मयोगी अभियान में लाख 41 हजार आदि सहयोगी काम कर रहे हैं. xyxy=(744,173,915,368)
td: 19.10 xyxy=(655,1685,729,1745)
paschim-sign: CHIEF ENGINEER (PURCHASE) xyxy=(239,1305,379,1314)
intro: E-Tenders are invited from eligible bidders (A4 and Above Current Registration Certificate) for carrying out the following works on semi turn key basis xyxy=(933,1408,1447,1430)
paschim-title: NOTICE INVITING TENDER xyxy=(75,1031,323,1047)
paschim-ad xyxy=(13,979,386,1323)
th: TS No. xyxy=(21,1214,50,1238)
paschim-name: M.P. PASCHIM KSHETRA VIDYUT VITARAN CO. LTD. xyxy=(57,985,358,998)
th: Tender Qty. xyxy=(185,1214,230,1238)
ugc-table xyxy=(21,824,378,875)
sign-line: (राजस्व) बेगमगंज, जिला रायसेन (म.प्र.) xyxy=(777,1255,909,1266)
reg-mark xyxy=(65,15,86,35)
portrait-image xyxy=(568,173,736,350)
td: श्री राजेश कुमार xyxy=(20,1404,111,1418)
story-women xyxy=(13,103,386,280)
quote-text: जनजाति क्षेत्र में बच्चों की शिक्षा पर विशेष ध्यान दिया जा रहा है. शाला छोड़ने वाले बच्चों पर निगरानी रखी जा रही है. वर्तमान में भारत शबरी आवासीय बालिका शिक्षा कॉम्प्लेक्स, हितग्राही, आदर्श आवासीय स्कूल, एकलव्य मॉडल आवासीय स्कूल, आश्रम स्कूल, खेल परिसर मिलाकर 2,913 संस्थाएं संचालित हैं जिनमें 2 लाख 30 हजार विद्यार्थी के रहने की क्षमता है. विद्यार्थियों के कौशल विकास पर भी विशेष सत्र आयोजित किए गए. मलेरिया, टीबी, एनीमिया की रोकथाम के लिए नियमित रूप से स्वास्थ्य कैंप आयोजित किए जा रहे हैं. xyxy=(568,460,915,536)
td: रु. 612000/- (रु. छह लाख बारह हजार मात्र) xyxy=(1383,1701,1475,1726)
headline: बैरसिया में फल, सब्जी मंडी निर्माण के लिए किया स्थल निरीक्षण xyxy=(1115,567,1480,624)
site-photo xyxy=(1113,410,1482,559)
th: अनुमानित लागत (EMD) राशि xyxy=(612,1938,679,1979)
sign xyxy=(759,2341,906,2371)
td: 1928 xyxy=(21,1238,50,1261)
tender-table xyxy=(364,1635,909,1745)
